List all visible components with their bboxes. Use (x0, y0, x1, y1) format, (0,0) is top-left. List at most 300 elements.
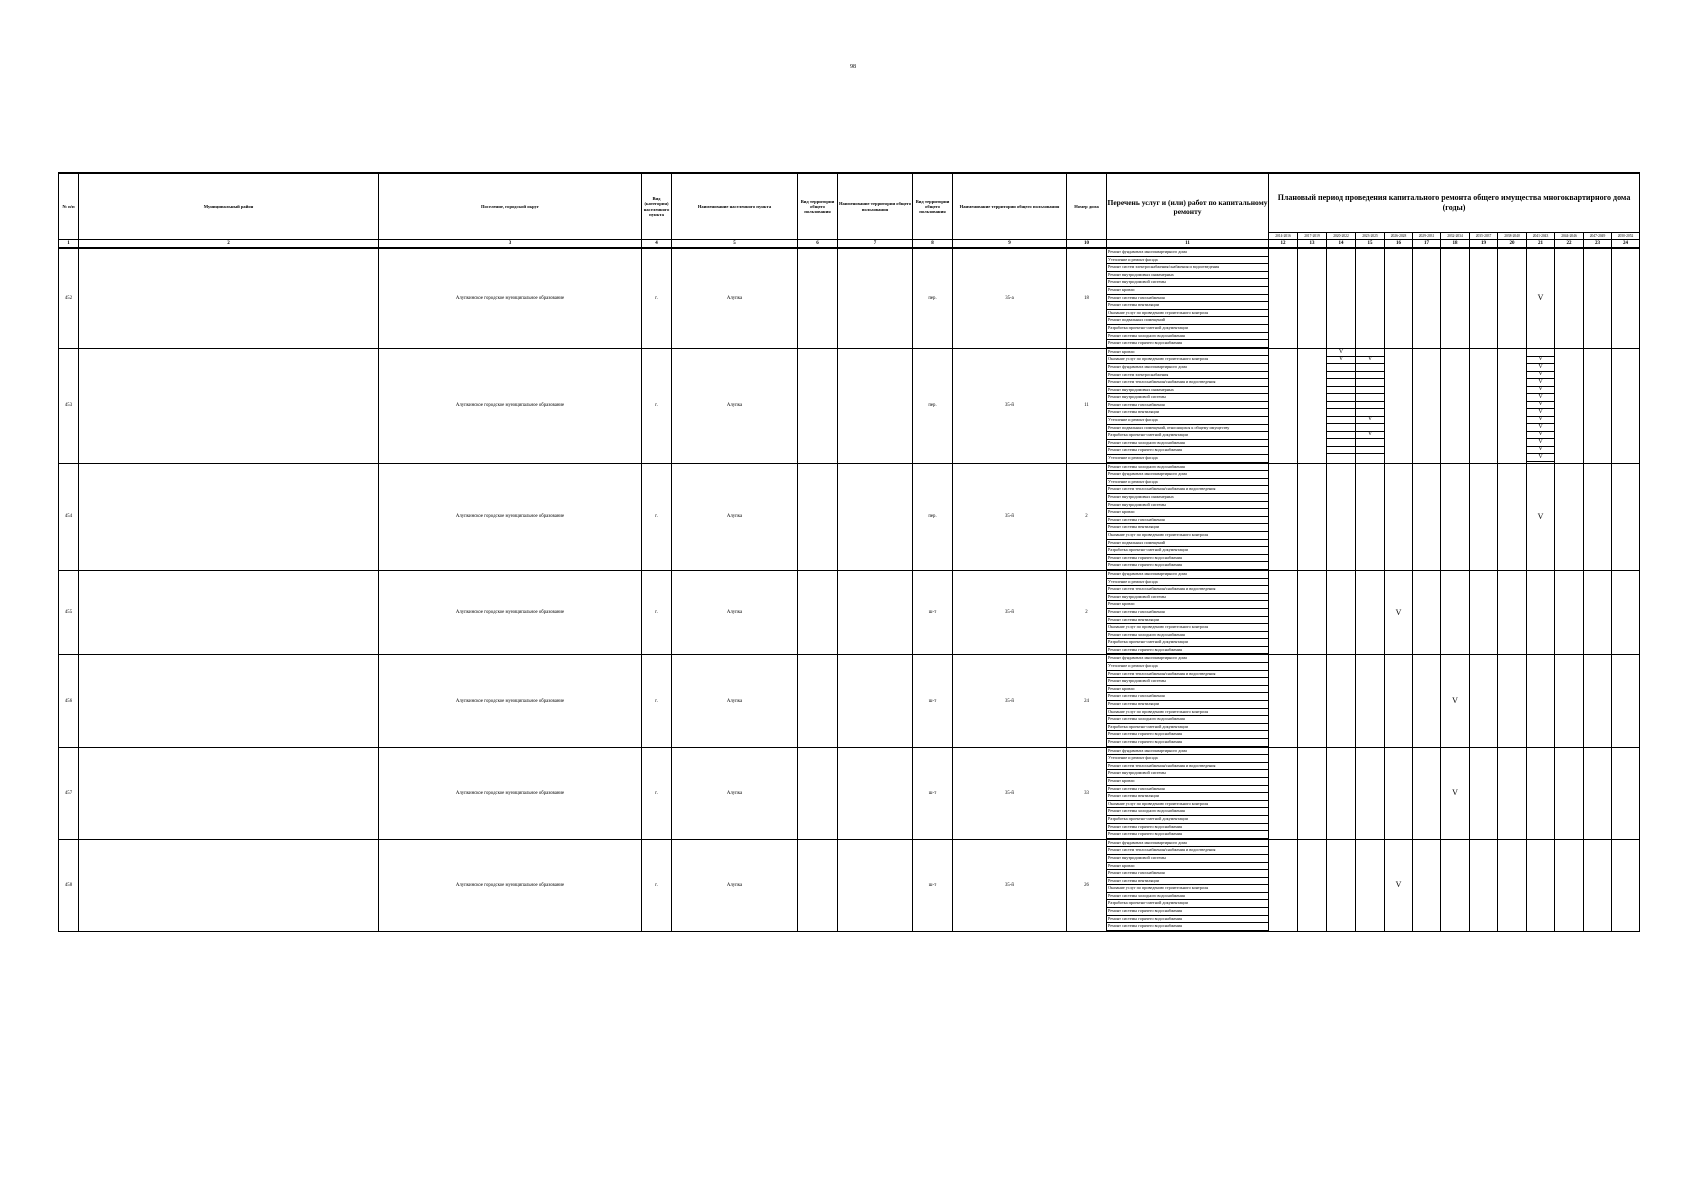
check-mark: V (1527, 379, 1554, 387)
work-item: Ремонт системы горячего водоснабжения (1107, 731, 1268, 739)
territory-name-cell (838, 570, 913, 655)
column-number: 16 (1385, 240, 1413, 249)
year-cell (1584, 248, 1612, 348)
year-cell (1470, 570, 1498, 655)
work-item: Ремонт кровли (1107, 863, 1268, 871)
territory-kind-cell (798, 655, 838, 747)
settlement-cell: Алупкинское городское муниципальное образование (379, 747, 642, 839)
year-cell (1555, 747, 1584, 839)
settlement-cell: Алупкинское городское муниципальное образование (379, 570, 642, 655)
locality-kind-cell: г. (642, 348, 672, 463)
work-item: Ремонт системы холодного водоснабжения (1107, 632, 1268, 640)
street-name-cell: 35-й (953, 839, 1067, 931)
year-cell (1527, 839, 1555, 931)
page-number: 98 (850, 64, 856, 70)
locality-kind-cell: г. (642, 463, 672, 570)
work-item: Утепление и ремонт фасада (1107, 579, 1268, 587)
year-cell (1498, 348, 1527, 463)
territory-name-cell (838, 348, 913, 463)
street-name-cell: 35-й (953, 348, 1067, 463)
column-number: 21 (1527, 240, 1555, 249)
column-number: 3 (379, 240, 642, 249)
work-item: Оказание услуг по проведению строительного контроля (1107, 624, 1268, 632)
year-cell (1612, 248, 1640, 348)
work-item: Оказание услуг по проведению строительного контроля (1107, 801, 1268, 809)
work-item: Разработка проектно-сметной документации (1107, 547, 1268, 555)
work-item: Оказание услуг по проведению строительного контроля (1107, 310, 1268, 318)
column-number: 15 (1356, 240, 1385, 249)
year-cell (1527, 747, 1555, 839)
year-cell (1470, 248, 1498, 348)
column-number: 23 (1584, 240, 1612, 249)
work-item: Ремонт системы газоснабжения (1107, 870, 1268, 878)
year-header: 2035-2037 (1470, 233, 1498, 240)
work-item: Ремонт подвальных помещений (1107, 317, 1268, 325)
work-item: Разработка проектно-сметной документации (1107, 639, 1268, 647)
year-cell (1269, 348, 1298, 463)
column-number: 19 (1470, 240, 1498, 249)
check-mark: V (1527, 386, 1554, 394)
settlement-cell: Алупкинское городское муниципальное образование (379, 348, 642, 463)
year-cell (1498, 747, 1527, 839)
work-item: Утепление и ремонт фасада (1107, 417, 1268, 425)
work-item: Ремонт внутридомовых инженерных (1107, 272, 1268, 280)
settlement-cell: Алупкинское городское муниципальное образование (379, 248, 642, 348)
column-number: 2 (79, 240, 379, 249)
work-item: Утепление и ремонт фасада (1107, 257, 1268, 265)
street-name-cell: 35-й (953, 655, 1067, 747)
year-cell (1498, 570, 1527, 655)
year-cell (1385, 463, 1413, 570)
works-list-cell (1107, 747, 1269, 839)
territory-name-cell (838, 747, 913, 839)
year-cell (1298, 570, 1327, 655)
street-kind-cell: ш-т (913, 839, 953, 931)
work-item: Ремонт системы горячего водоснабжения (1107, 555, 1268, 563)
year-header: 2029-2031 (1413, 233, 1441, 240)
column-number: 24 (1612, 240, 1640, 249)
district-cell (79, 747, 379, 839)
works-list-cell (1107, 248, 1269, 348)
year-cell (1269, 747, 1298, 839)
table-row (59, 839, 1640, 931)
year-cell (1470, 839, 1498, 931)
header-kind: Вид (категория) населенного пункта (642, 173, 672, 240)
work-item: Ремонт системы газоснабжения (1107, 402, 1268, 410)
work-item: Ремонт системы горячего водоснабжения (1107, 916, 1268, 924)
column-number: 9 (953, 240, 1067, 249)
work-item: Ремонт системы горячего водоснабжения (1107, 923, 1268, 931)
column-number: 11 (1107, 240, 1269, 249)
year-cell (1441, 463, 1470, 570)
column-number: 20 (1498, 240, 1527, 249)
column-number: 5 (672, 240, 798, 249)
work-item: Ремонт систем теплоснабжения/снабжения и водоотведения (1107, 671, 1268, 679)
work-item: Ремонт кровли (1107, 287, 1268, 295)
work-item: Ремонт системы вентиляции (1107, 524, 1268, 532)
locality-kind-cell: г. (642, 570, 672, 655)
year-cell (1584, 348, 1612, 463)
work-item: Оказание услуг по проведению строительного контроля (1107, 709, 1268, 717)
year-cell (1269, 839, 1298, 931)
year-cell (1356, 248, 1385, 348)
check-mark: V (1527, 454, 1554, 462)
work-item: Ремонт внутридомовых инженерных (1107, 494, 1268, 502)
header-street-name: Наименование территории общего пользования (953, 173, 1067, 240)
year-cell (1327, 839, 1356, 931)
work-item: Ремонт внутридомовой системы (1107, 855, 1268, 863)
work-item: Ремонт системы горячего водоснабжения (1107, 340, 1268, 348)
check-mark: V (1537, 511, 1544, 521)
year-cell (1298, 248, 1327, 348)
street-name-cell: 35-й (953, 747, 1067, 839)
column-number: 13 (1298, 240, 1327, 249)
check-mark: V (1356, 356, 1384, 364)
year-cell (1441, 839, 1470, 931)
work-item: Ремонт системы газоснабжения (1107, 295, 1268, 303)
year-cell (1413, 348, 1441, 463)
work-item: Ремонт кровли (1107, 601, 1268, 609)
year-cell (1269, 655, 1298, 747)
year-cell (1385, 570, 1413, 655)
year-cell (1612, 839, 1640, 931)
year-cell (1413, 655, 1441, 747)
locality-cell: Алупка (672, 248, 798, 348)
column-number: 6 (798, 240, 838, 249)
header-locality: Наименование населенного пункта (672, 173, 798, 240)
row-number: 458 (59, 839, 79, 931)
district-cell (79, 839, 379, 931)
locality-cell: Алупка (672, 570, 798, 655)
work-item: Ремонт систем теплоснабжения/снабжения и водоотведения (1107, 763, 1268, 771)
year-cell (1498, 655, 1527, 747)
year-header: 2017-2019 (1298, 233, 1327, 240)
work-item: Ремонт системы горячего водоснабжения (1107, 447, 1268, 455)
year-header: 2020-2022 (1327, 233, 1356, 240)
work-item: Ремонт системы горячего водоснабжения (1107, 908, 1268, 916)
works-list-cell (1107, 839, 1269, 931)
header-settlement: Поселение, городской округ (379, 173, 642, 240)
work-item: Разработка проектно-сметной документации (1107, 432, 1268, 440)
work-item: Разработка проектно-сметной документации (1107, 816, 1268, 824)
work-item: Ремонт системы холодного водоснабжения (1107, 808, 1268, 816)
year-cell (1612, 655, 1640, 747)
work-item: Ремонт системы вентиляции (1107, 793, 1268, 801)
column-number: 7 (838, 240, 913, 249)
work-item: Разработка проектно-сметной документации (1107, 900, 1268, 908)
table-row (59, 463, 1640, 570)
work-item: Ремонт внутридомовых инженерных (1107, 387, 1268, 395)
work-item: Ремонт подвальных помещений (1107, 540, 1268, 548)
district-cell (79, 348, 379, 463)
settlement-cell: Алупкинское городское муниципальное образование (379, 839, 642, 931)
work-item: Ремонт системы холодного водоснабжения (1107, 440, 1268, 448)
check-mark: V (1527, 356, 1554, 364)
work-item: Ремонт подвальных помещений, относящихся к общему имуществу (1107, 425, 1268, 433)
year-cell (1612, 348, 1640, 463)
work-item: Разработка проектно-сметной документации (1107, 724, 1268, 732)
year-cell (1498, 463, 1527, 570)
work-item: Ремонт системы вентиляции (1107, 617, 1268, 625)
house-number-cell: 18 (1067, 248, 1107, 348)
district-cell (79, 655, 379, 747)
work-item: Утепление и ремонт фасада (1107, 479, 1268, 487)
work-item: Ремонт внутридомовой системы (1107, 502, 1268, 510)
locality-kind-cell: г. (642, 839, 672, 931)
locality-cell: Алупка (672, 463, 798, 570)
header-house-number: Номер дома (1067, 173, 1107, 240)
street-name-cell: 35-й (953, 463, 1067, 570)
street-kind-cell: пер. (913, 348, 953, 463)
work-item: Ремонт системы горячего водоснабжения (1107, 831, 1268, 839)
check-mark: V (1327, 356, 1355, 364)
column-number: 17 (1413, 240, 1441, 249)
year-cell (1327, 747, 1356, 839)
work-item: Ремонт внутридомовой системы (1107, 594, 1268, 602)
table-row (59, 747, 1640, 839)
work-item: Ремонт систем теплоснабжения/снабжения и водоотведения (1107, 486, 1268, 494)
year-cell (1385, 348, 1413, 463)
work-item: Ремонт фундамента многоквартирного дома (1107, 471, 1268, 479)
work-item: Ремонт систем теплоснабжения/снабжения и водоотведения (1107, 847, 1268, 855)
work-item: Ремонт системы вентиляции (1107, 409, 1268, 417)
column-number: 12 (1269, 240, 1298, 249)
year-cell (1298, 839, 1327, 931)
row-number: 457 (59, 747, 79, 839)
check-mark: V (1537, 293, 1544, 303)
year-cell (1470, 348, 1498, 463)
year-cell (1555, 463, 1584, 570)
locality-kind-cell: г. (642, 747, 672, 839)
district-cell (79, 570, 379, 655)
work-item: Разработка проектно-сметной документации (1107, 325, 1268, 333)
year-cell (1441, 348, 1470, 463)
column-number: 10 (1067, 240, 1107, 249)
year-cell (1356, 839, 1385, 931)
table-row (59, 248, 1640, 348)
work-item: Ремонт фундамента многоквартирного дома (1107, 249, 1268, 257)
work-item: Ремонт кровли (1107, 686, 1268, 694)
row-number: 454 (59, 463, 79, 570)
house-number-cell: 33 (1067, 747, 1107, 839)
year-header: 2047-2049 (1584, 233, 1612, 240)
street-name-cell: 35-й (953, 570, 1067, 655)
house-number-cell: 11 (1067, 348, 1107, 463)
locality-kind-cell: г. (642, 655, 672, 747)
work-item: Утепление и ремонт фасада (1107, 755, 1268, 763)
house-number-cell: 24 (1067, 655, 1107, 747)
work-item: Ремонт фундамента многоквартирного дома (1107, 748, 1268, 756)
year-cell (1385, 248, 1413, 348)
year-cell (1584, 570, 1612, 655)
year-cell (1555, 655, 1584, 747)
year-cell (1385, 655, 1413, 747)
check-mark: V (1356, 431, 1384, 439)
header-street-kind: Вид территории общего пользования (913, 173, 953, 240)
work-item: Ремонт системы газоснабжения (1107, 609, 1268, 617)
work-item: Ремонт системы вентиляции (1107, 701, 1268, 709)
year-cell (1327, 248, 1356, 348)
year-cell (1356, 747, 1385, 839)
check-mark: V (1452, 696, 1458, 706)
row-number: 452 (59, 248, 79, 348)
row-number: 453 (59, 348, 79, 463)
work-item: Ремонт фундамента многоквартирного дома (1107, 571, 1268, 579)
year-cell (1527, 348, 1555, 463)
territory-kind-cell (798, 248, 838, 348)
settlement-cell: Алупкинское городское муниципальное образование (379, 655, 642, 747)
year-cell (1356, 655, 1385, 747)
work-item: Ремонт системы горячего водоснабжения (1107, 824, 1268, 832)
work-item: Ремонт систем электроснабжения (1107, 372, 1268, 380)
check-mark: V (1527, 439, 1554, 447)
work-item: Ремонт системы горячего водоснабжения (1107, 647, 1268, 655)
territory-name-cell (838, 655, 913, 747)
check-mark: V (1527, 371, 1554, 379)
year-cell (1441, 747, 1470, 839)
territory-kind-cell (798, 348, 838, 463)
street-kind-cell: ш-т (913, 655, 953, 747)
column-number: 1 (59, 240, 79, 249)
year-cell (1527, 655, 1555, 747)
street-kind-cell: пер. (913, 248, 953, 348)
year-cell (1413, 747, 1441, 839)
house-number-cell: 2 (1067, 463, 1107, 570)
check-mark: V (1395, 607, 1402, 617)
year-cell (1555, 248, 1584, 348)
year-cell (1441, 655, 1470, 747)
work-item: Ремонт фундамента многоквартирного дома (1107, 840, 1268, 848)
street-name-cell: 35-а (953, 248, 1067, 348)
column-number: 22 (1555, 240, 1584, 249)
year-cell (1470, 747, 1498, 839)
year-header: 2050-2052 (1612, 233, 1640, 240)
work-item: Утепление и ремонт фасада (1107, 455, 1268, 463)
work-item: Утепление и ремонт фасада (1107, 663, 1268, 671)
check-mark (1327, 446, 1355, 454)
header-territory-kind: Вид территории общего пользования (798, 173, 838, 240)
year-header: 2032-2034 (1441, 233, 1470, 240)
table-row (59, 655, 1640, 747)
work-item: Ремонт системы горячего водоснабжения (1107, 739, 1268, 747)
work-item: Ремонт внутридомовой системы (1107, 279, 1268, 287)
territory-kind-cell (798, 463, 838, 570)
year-cell (1413, 570, 1441, 655)
works-list-cell (1107, 348, 1269, 463)
column-number: 14 (1327, 240, 1356, 249)
year-cell (1555, 839, 1584, 931)
work-item: Оказание услуг по проведению строительного контроля (1107, 356, 1268, 364)
year-cell (1584, 655, 1612, 747)
year-cell (1356, 463, 1385, 570)
house-number-cell: 26 (1067, 839, 1107, 931)
year-cell (1470, 655, 1498, 747)
work-item: Ремонт кровли (1107, 509, 1268, 517)
check-mark: V (1452, 788, 1458, 798)
check-mark: V (1527, 446, 1554, 454)
check-mark: V (1356, 416, 1384, 424)
territory-kind-cell (798, 747, 838, 839)
check-mark: V (1527, 394, 1554, 402)
work-item: Ремонт системы газоснабжения (1107, 517, 1268, 525)
check-mark: V (1527, 401, 1554, 409)
territory-name-cell (838, 839, 913, 931)
table-row (59, 348, 1640, 463)
check-mark (1356, 446, 1384, 454)
year-cell (1498, 839, 1527, 931)
work-item: Ремонт внутридомовой системы (1107, 678, 1268, 686)
header-district: Муниципальный район (79, 173, 379, 240)
locality-cell: Алупка (672, 655, 798, 747)
work-item: Ремонт внутридомовой системы (1107, 394, 1268, 402)
work-item: Ремонт системы вентиляции (1107, 878, 1268, 886)
locality-cell: Алупка (672, 747, 798, 839)
column-number: 8 (913, 240, 953, 249)
year-cell (1498, 248, 1527, 348)
year-cell (1385, 747, 1413, 839)
year-cell (1356, 348, 1385, 463)
work-item: Ремонт систем теплоснабжения/снабжения и водоотведения (1107, 586, 1268, 594)
year-cell (1612, 747, 1640, 839)
check-mark: V (1327, 349, 1355, 357)
year-cell (1413, 839, 1441, 931)
year-cell (1269, 570, 1298, 655)
check-mark: V (1527, 431, 1554, 439)
year-cell (1612, 570, 1640, 655)
work-item: Ремонт кровли (1107, 778, 1268, 786)
work-item: Оказание услуг по проведению строительного контроля (1107, 532, 1268, 540)
check-mark: V (1395, 880, 1402, 890)
year-cell (1441, 570, 1470, 655)
year-header: 2044-2046 (1555, 233, 1584, 240)
year-cell (1327, 655, 1356, 747)
work-item: Ремонт систем электроснабжения/снабжения и водоотведения (1107, 264, 1268, 272)
year-cell (1413, 463, 1441, 570)
header-territory-name: Наименование территории общего пользования (838, 173, 913, 240)
year-cell (1413, 248, 1441, 348)
year-cell (1584, 463, 1612, 570)
work-item: Оказание услуг по проведению строительного контроля (1107, 885, 1268, 893)
work-item: Ремонт системы вентиляции (1107, 302, 1268, 310)
work-item: Ремонт системы газоснабжения (1107, 693, 1268, 701)
year-cell (1470, 463, 1498, 570)
work-item: Ремонт фундамента многоквартирного дома (1107, 655, 1268, 663)
year-cell (1269, 463, 1298, 570)
year-cell (1298, 348, 1327, 463)
works-list-cell (1107, 463, 1269, 570)
territory-kind-cell (798, 839, 838, 931)
year-cell (1584, 839, 1612, 931)
territory-name-cell (838, 248, 913, 348)
year-cell (1327, 463, 1356, 570)
work-item: Ремонт систем теплоснабжения/снабжения и водоотведения (1107, 379, 1268, 387)
street-kind-cell: ш-т (913, 747, 953, 839)
year-cell (1269, 248, 1298, 348)
work-item: Ремонт внутридомовой системы (1107, 770, 1268, 778)
year-cell (1298, 463, 1327, 570)
capital-repair-table (58, 172, 1640, 932)
works-list-cell (1107, 655, 1269, 747)
work-item: Ремонт системы газоснабжения (1107, 786, 1268, 794)
check-mark: V (1527, 416, 1554, 424)
year-header: 2023-2025 (1356, 233, 1385, 240)
work-item: Ремонт системы горячего водоснабжения (1107, 562, 1268, 570)
year-cell (1327, 570, 1356, 655)
year-cell (1441, 248, 1470, 348)
work-item: Ремонт системы холодного водоснабжения (1107, 716, 1268, 724)
work-item: Ремонт системы холодного водоснабжения (1107, 333, 1268, 341)
year-header: 2041-2043 (1527, 233, 1555, 240)
